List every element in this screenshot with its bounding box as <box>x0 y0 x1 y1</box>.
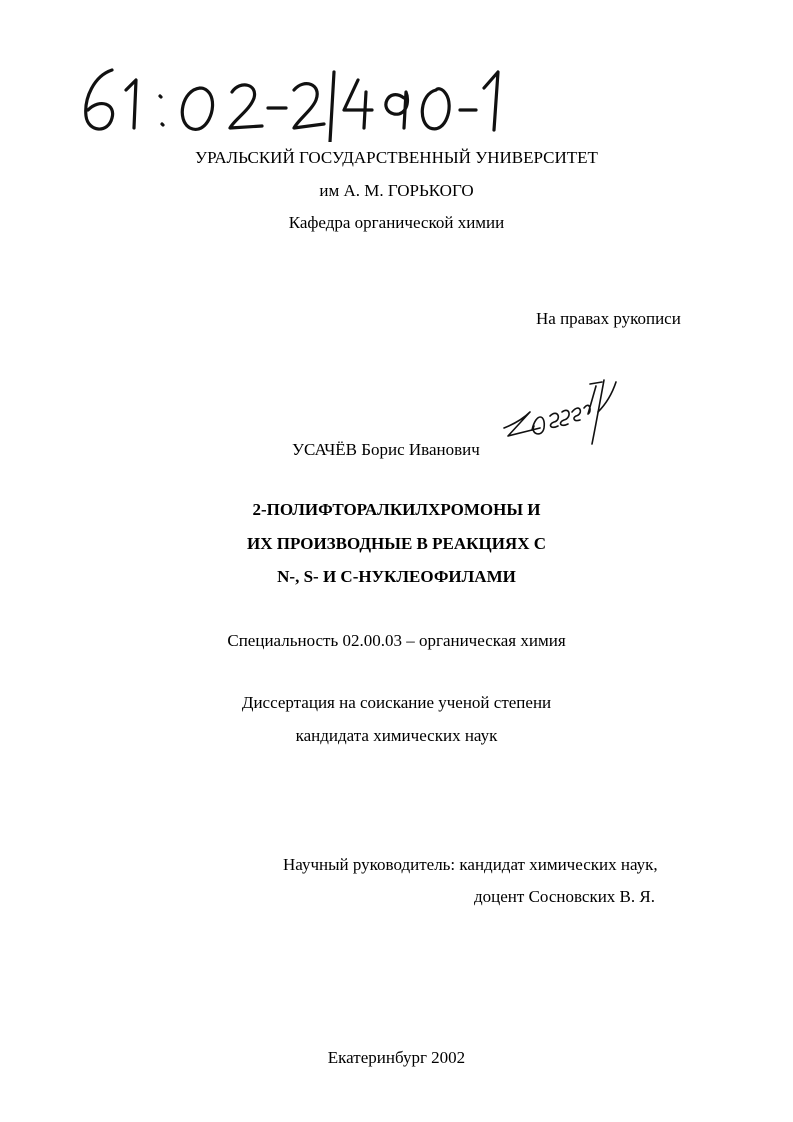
author-name: УСАЧЁВ Борис Иванович <box>292 440 480 459</box>
author-signature <box>500 372 620 460</box>
thesis-title-line-2: ИХ ПРОИЗВОДНЫЕ В РЕАКЦИЯХ С <box>246 534 547 553</box>
thesis-title-line-1: 2-ПОЛИФТОРАЛКИЛХРОМОНЫ И <box>252 500 541 519</box>
degree-line-2: кандидата химических наук <box>295 726 498 745</box>
university-name: УРАЛЬСКИЙ ГОСУДАРСТВЕННЫЙ УНИВЕРСИТЕТ <box>195 148 598 167</box>
place-and-year: Екатеринбург 2002 <box>327 1048 466 1067</box>
thesis-title-line-3: N-, S- И С-НУКЛЕОФИЛАМИ <box>277 567 516 586</box>
handwritten-catalog-number <box>72 58 512 142</box>
university-named-after: им А. М. ГОРЬКОГО <box>319 181 474 200</box>
rights-note: На правах рукописи <box>536 309 681 328</box>
department-name: Кафедра органической химии <box>288 213 505 232</box>
specialty: Специальность 02.00.03 – органическая химия <box>227 631 566 650</box>
degree-line-1: Диссертация на соискание ученой степени <box>241 693 552 712</box>
supervisor-line-2: доцент Сосновских В. Я. <box>474 887 655 906</box>
supervisor-line-1: Научный руководитель: кандидат химических наук, <box>283 855 658 874</box>
